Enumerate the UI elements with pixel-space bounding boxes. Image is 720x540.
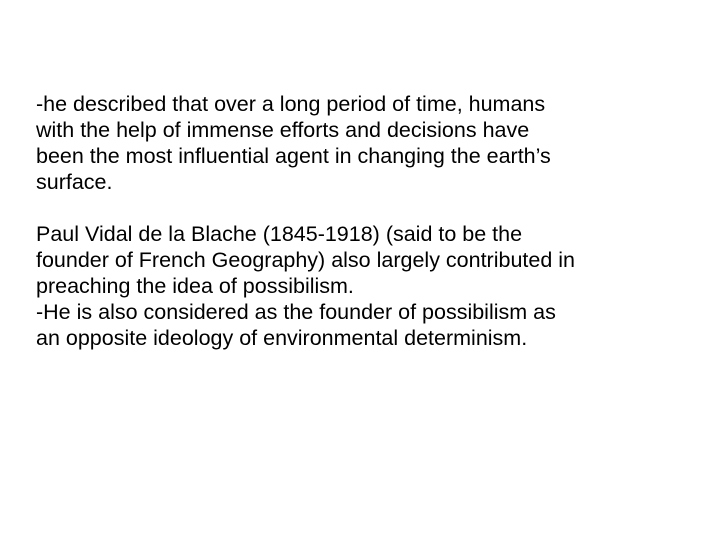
paragraph-spacer — [36, 195, 696, 221]
paragraph-human-agency: -he described that over a long period of time, humans with the help of immense efforts and decisions have been the most influential agent in changing the earth’s surface. — [36, 92, 551, 194]
paragraph-vidal-de-la-blache: Paul Vidal de la Blache (1845-1918) (said to be the founder of French Geography) also largely contributed in preaching the idea of possibilism. -He is also considered as the founder of possibilism as an opposite ideology of environmental determinism. — [36, 222, 576, 350]
slide-body — [36, 91, 696, 351]
